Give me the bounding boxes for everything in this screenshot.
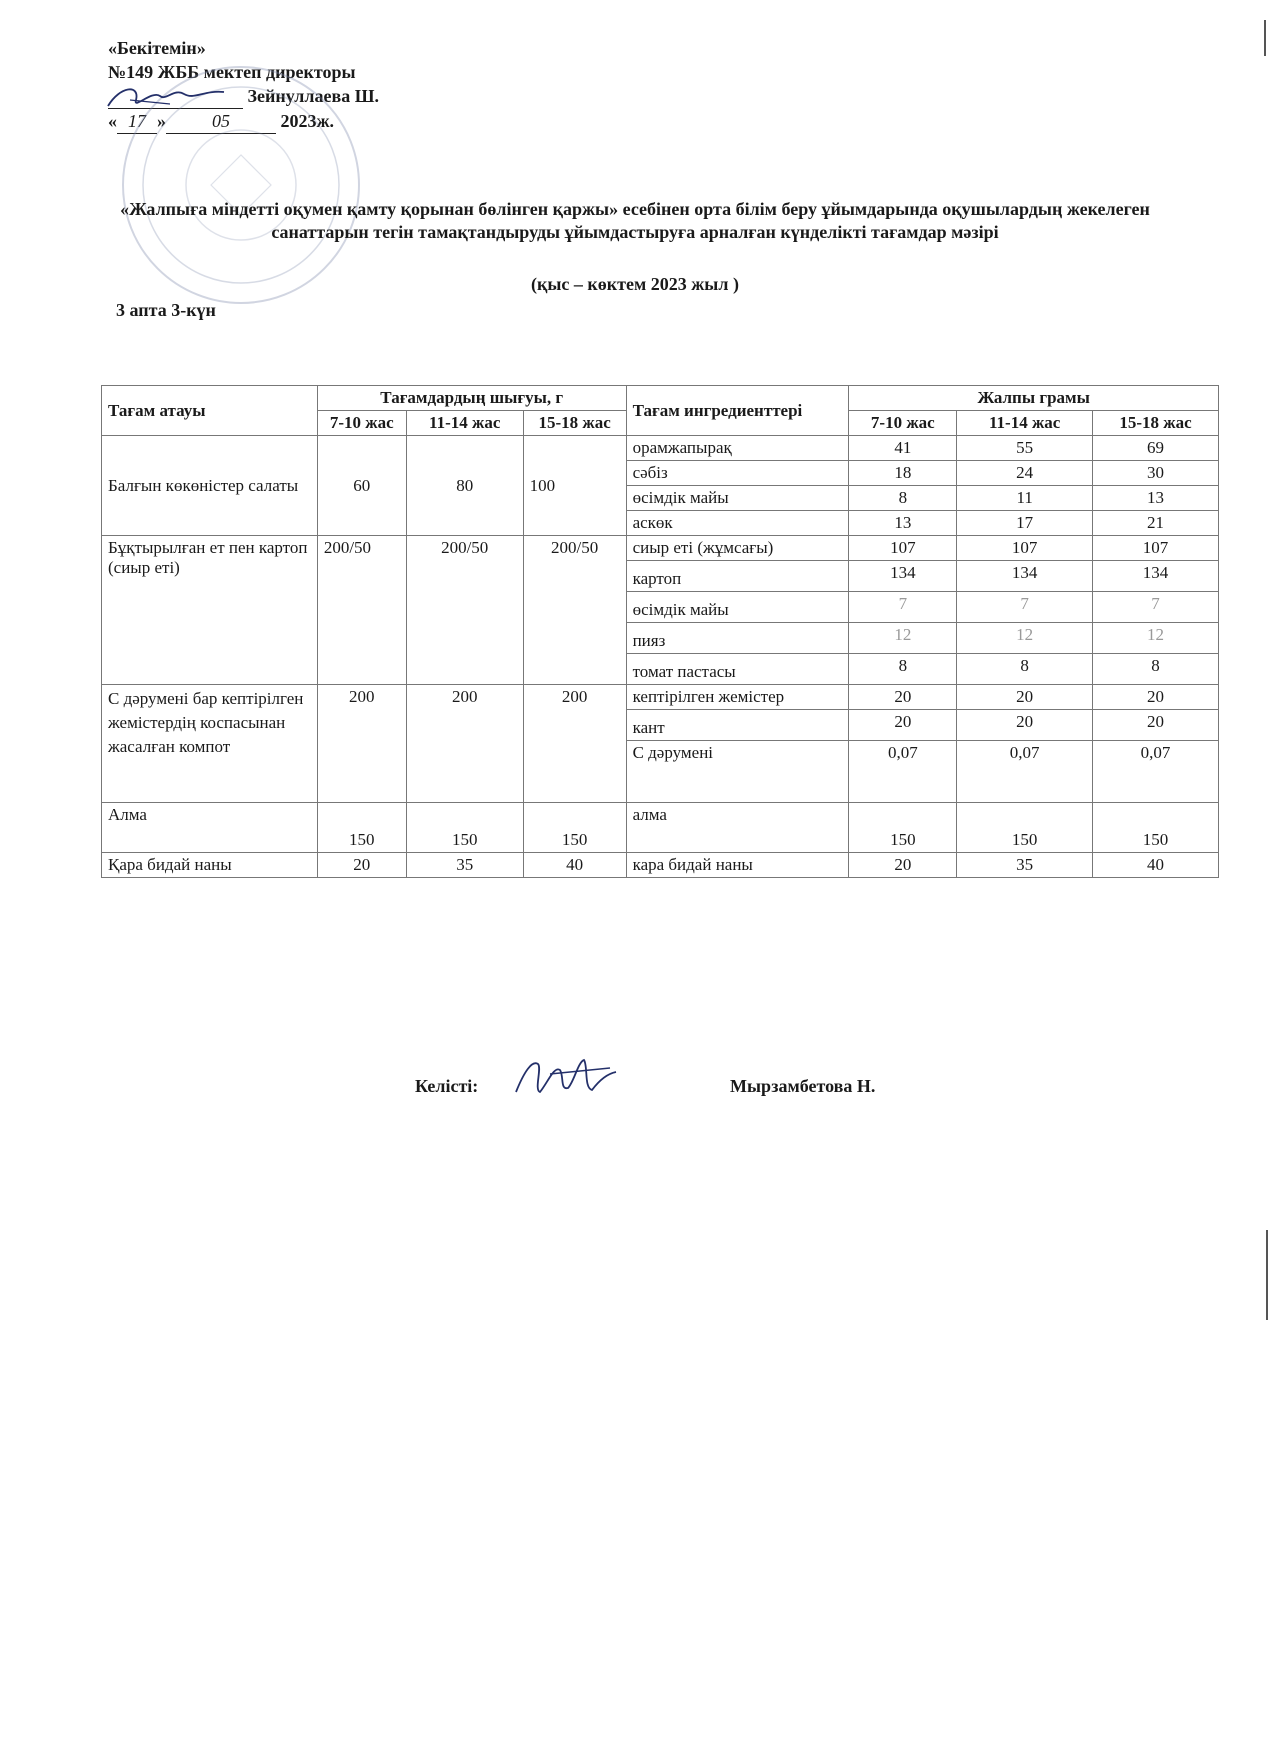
ingredient-grams: 134 (849, 561, 957, 592)
table-row (102, 803, 1219, 853)
ingredient-grams: 20 (849, 685, 957, 710)
ingredient-grams: 30 (1093, 461, 1219, 486)
header-yield-age: 15-18 жас (523, 411, 626, 436)
header-yield-age: 11-14 жас (406, 411, 523, 436)
ingredient-grams: 20 (957, 710, 1093, 741)
ingredient-name: өсімдік майы (626, 486, 849, 511)
agreed-signature (510, 1052, 620, 1102)
ingredient-grams: 7 (1093, 592, 1219, 623)
ingredient-grams: 69 (1093, 436, 1219, 461)
dish-yield: 200 (406, 685, 523, 803)
ingredient-name: өсімдік майы (626, 592, 849, 623)
ingredient-name: аскөк (626, 511, 849, 536)
ingredient-grams: 150 (957, 803, 1093, 853)
document-title: «Жалпыға міндетті оқумен қамту қорынан бөлінген қаржы» есебінен орта білім беру ұйымдарында оқушылардың жекелеген санаттарын тегін тамақтандыруды ұйымдастыруға арналған күнделікті тағамдар мәзірі (120, 199, 1150, 242)
dish-yield: 35 (406, 853, 523, 878)
ingredient-grams: 107 (1093, 536, 1219, 561)
ingredient-grams: 7 (957, 592, 1093, 623)
ingredient-name: кара бидай наны (626, 853, 849, 878)
ingredient-name: сиыр еті (жұмсағы) (626, 536, 849, 561)
ingredient-name: кептірілген жемістер (626, 685, 849, 710)
director-signature (100, 82, 235, 112)
ingredient-grams: 107 (957, 536, 1093, 561)
ingredient-grams: 20 (957, 685, 1093, 710)
scan-edge-mark (1264, 20, 1266, 56)
approval-date-line: « 17 » 05 2023ж. (108, 109, 379, 134)
ingredient-grams: 20 (1093, 710, 1219, 741)
dish-yield: 40 (523, 853, 626, 878)
ingredient-grams: 20 (1093, 685, 1219, 710)
header-weight-age: 7-10 жас (849, 411, 957, 436)
approval-title: «Бекітемін» (108, 38, 206, 58)
dish-name: Қара бидай наны (102, 853, 318, 878)
ingredient-grams: 0,07 (1093, 741, 1219, 803)
header-yield-age: 7-10 жас (317, 411, 406, 436)
ingredient-grams: 18 (849, 461, 957, 486)
ingredient-grams: 134 (957, 561, 1093, 592)
table-row (102, 536, 1219, 561)
approval-day: 17 (117, 109, 157, 134)
ingredient-name: алма (626, 803, 849, 853)
ingredient-name: пияз (626, 623, 849, 654)
dish-yield: 200/50 (317, 536, 406, 685)
header-yield-group: Тағамдардың шығуы, г (317, 386, 626, 411)
dish-name: Бұқтырылған ет пен картоп (сиыр еті) (102, 536, 318, 685)
table-row (102, 853, 1219, 878)
document-season: (қыс – көктем 2023 жыл ) (531, 274, 739, 294)
agreed-label: Келісті: (415, 1076, 479, 1096)
ingredient-grams: 20 (849, 710, 957, 741)
ingredient-name: томат пастасы (626, 654, 849, 685)
ingredient-grams: 40 (1093, 853, 1219, 878)
ingredient-grams: 134 (1093, 561, 1219, 592)
header-weight-age: 15-18 жас (1093, 411, 1219, 436)
dish-yield: 20 (317, 853, 406, 878)
ingredient-grams: 8 (849, 654, 957, 685)
ingredient-grams: 150 (1093, 803, 1219, 853)
ingredient-name: С дәрумені (626, 741, 849, 803)
dish-yield: 150 (523, 803, 626, 853)
dish-yield: 100 (523, 436, 626, 536)
dish-yield: 150 (406, 803, 523, 853)
header-weight-group: Жалпы грамы (849, 386, 1219, 411)
ingredient-grams: 150 (849, 803, 957, 853)
dish-yield: 200/50 (523, 536, 626, 685)
ingredient-grams: 7 (849, 592, 957, 623)
dish-yield: 200 (317, 685, 406, 803)
ingredient-grams: 17 (957, 511, 1093, 536)
ingredient-grams: 8 (1093, 654, 1219, 685)
ingredient-grams: 41 (849, 436, 957, 461)
ingredient-grams: 13 (849, 511, 957, 536)
ingredient-grams: 12 (957, 623, 1093, 654)
table-row (102, 685, 1219, 710)
ingredient-grams: 12 (1093, 623, 1219, 654)
ingredient-grams: 11 (957, 486, 1093, 511)
ingredient-name: картоп (626, 561, 849, 592)
ingredient-grams: 8 (849, 486, 957, 511)
ingredient-grams: 0,07 (849, 741, 957, 803)
dish-yield: 60 (317, 436, 406, 536)
ingredient-grams: 24 (957, 461, 1093, 486)
approval-year: 2023ж. (280, 111, 335, 131)
dish-yield: 150 (317, 803, 406, 853)
dish-yield: 80 (406, 436, 523, 536)
ingredient-grams: 12 (849, 623, 957, 654)
ingredient-grams: 21 (1093, 511, 1219, 536)
ingredient-grams: 55 (957, 436, 1093, 461)
ingredient-grams: 20 (849, 853, 957, 878)
dish-name: Алма (102, 803, 318, 853)
approval-position: №149 ЖББ мектеп директоры (108, 62, 356, 82)
ingredient-grams: 35 (957, 853, 1093, 878)
dish-name: Балғын көкөністер салаты (102, 436, 318, 536)
ingredient-grams: 0,07 (957, 741, 1093, 803)
ingredient-grams: 13 (1093, 486, 1219, 511)
agreed-person-name: Мырзамбетова Н. (730, 1076, 876, 1096)
approval-month: 05 (166, 109, 276, 134)
header-weight-age: 11-14 жас (957, 411, 1093, 436)
header-ingredients: Тағам ингредиенттері (626, 386, 849, 436)
approval-director-name: Зейнуллаева Ш. (247, 86, 379, 106)
dish-yield: 200 (523, 685, 626, 803)
dish-yield: 200/50 (406, 536, 523, 685)
menu-table (101, 385, 1219, 878)
ingredient-name: орамжапырақ (626, 436, 849, 461)
ingredient-name: сәбіз (626, 461, 849, 486)
ingredient-grams: 8 (957, 654, 1093, 685)
week-day-label: 3 апта 3-күн (116, 300, 216, 320)
table-header-row (102, 386, 1219, 411)
header-dish-name: Тағам атауы (102, 386, 318, 436)
scan-edge-mark (1266, 1230, 1268, 1320)
table-row (102, 436, 1219, 461)
dish-name: С дәрумені бар кептірілген жемістердің коспасынан жасалған компот (102, 685, 318, 803)
ingredient-grams: 107 (849, 536, 957, 561)
ingredient-name: кант (626, 710, 849, 741)
